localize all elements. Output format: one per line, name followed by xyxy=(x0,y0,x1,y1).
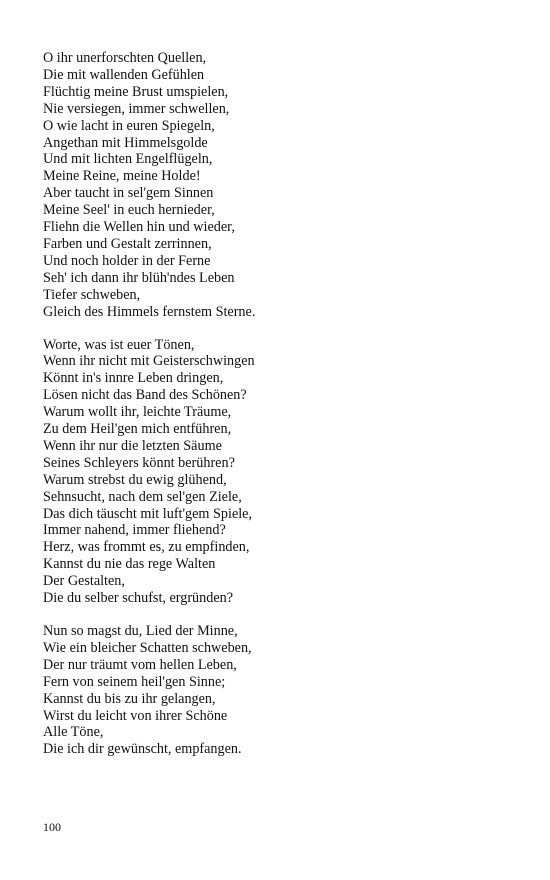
poem-line: Meine Seel' in euch hernieder, xyxy=(43,202,215,219)
poem-line: Nun so magst du, Lied der Minne, xyxy=(43,623,238,639)
poem-line: Wenn ihr nur die letzten Säume xyxy=(43,437,222,454)
poem-line: Fliehn die Wellen hin und wieder, xyxy=(43,219,235,236)
poem-line: Und noch holder in der Ferne xyxy=(43,252,211,269)
poem-line: Fern von seinem heil'gen Sinne; xyxy=(43,673,226,690)
stanza xyxy=(43,623,523,758)
poem-line: Und mit lichten Engelflügeln, xyxy=(43,151,213,168)
poem-line: Warum wollt ihr, leichte Träume, xyxy=(43,404,232,421)
poem-line: Die ich dir gewünscht, empfangen. xyxy=(43,741,242,758)
poem-line: Wirst du leicht von ihrer Schöne xyxy=(43,707,228,724)
poem-line: Die mit wallenden Gefühlen xyxy=(43,66,205,83)
poem-line: Die du selber schufst, ergründen? xyxy=(43,590,234,607)
poem-line: Der nur träumt vom hellen Leben, xyxy=(43,656,237,673)
poem-line: Alle Töne, xyxy=(43,724,104,741)
poem-text xyxy=(43,50,523,774)
poem-line: Immer nahend, immer fliehend? xyxy=(43,522,226,539)
poem-line: Herz, was frommt es, zu empfinden, xyxy=(43,539,250,556)
poem-line: Das dich täuscht mit luft'gem Spiele, xyxy=(43,505,253,522)
page-number: 100 xyxy=(43,820,61,834)
poem-line: Warum strebst du ewig glühend, xyxy=(43,471,227,488)
stanza xyxy=(43,337,523,608)
poem-line: Tiefer schweben, xyxy=(43,286,141,303)
poem-line: Farben und Gestalt zerrinnen, xyxy=(43,235,212,252)
poem-line: Kannst du nie das rege Walten xyxy=(43,556,216,573)
poem-line: Aber taucht in sel'gem Sinnen xyxy=(43,185,214,202)
stanza xyxy=(43,50,523,321)
poem-line: Seh' ich dann ihr blüh'ndes Leben xyxy=(43,269,235,286)
poem-line: Wenn ihr nicht mit Geisterschwingen xyxy=(43,353,255,370)
poem-line: O wie lacht in euren Spiegeln, xyxy=(43,117,215,134)
poem-line: O ihr unerforschten Quellen, xyxy=(43,50,207,66)
poem-line: Gleich des Himmels fernstem Sterne. xyxy=(43,303,256,320)
poem-line: Nie versiegen, immer schwellen, xyxy=(43,100,230,117)
poem-line: Sehnsucht, nach dem sel'gen Ziele, xyxy=(43,488,242,505)
poem-line: Meine Reine, meine Holde! xyxy=(43,168,201,185)
poem-line: Könnt in's innre Leben dringen, xyxy=(43,370,224,387)
poem-line: Flüchtig meine Brust umspielen, xyxy=(43,83,229,100)
poem-line: Wie ein bleicher Schatten schweben, xyxy=(43,639,252,656)
poem-line: Seines Schleyers könnt berühren? xyxy=(43,454,235,471)
poem-line: Lösen nicht das Band des Schönen? xyxy=(43,387,247,404)
poem-line: Zu dem Heil'gen mich entführen, xyxy=(43,421,232,438)
poem-line: Angethan mit Himmelsgolde xyxy=(43,134,208,151)
poem-line: Kannst du bis zu ihr gelangen, xyxy=(43,690,216,707)
poem-line: Der Gestalten, xyxy=(43,573,125,590)
poem-line: Worte, was ist euer Tönen, xyxy=(43,336,195,353)
